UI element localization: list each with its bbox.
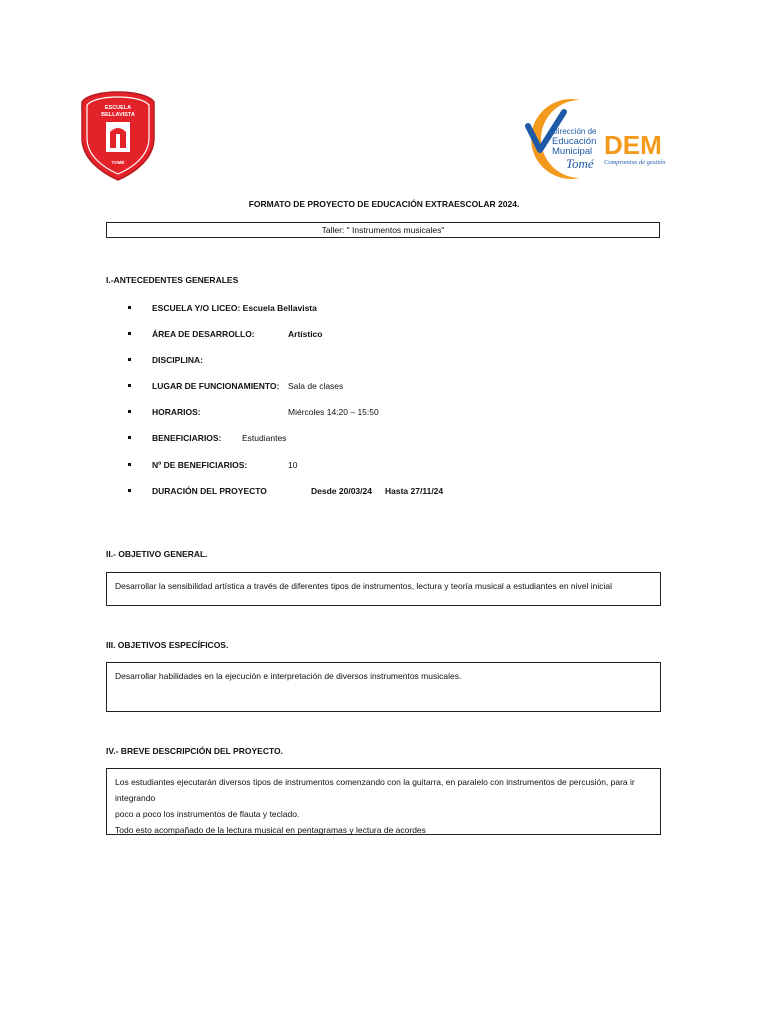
item-value: Miércoles 14:20 – 15:50 bbox=[288, 407, 379, 417]
item-label: ESCUELA Y/O LICEO: Escuela Bellavista bbox=[152, 303, 317, 313]
bullet-icon bbox=[128, 436, 131, 439]
list-item bbox=[128, 433, 668, 445]
list-item bbox=[128, 303, 668, 315]
list-item bbox=[128, 355, 668, 367]
school-logo bbox=[78, 90, 158, 182]
item-label: DURACIÓN DEL PROYECTO bbox=[152, 486, 267, 496]
dem-logo bbox=[518, 92, 686, 184]
item-value-to: Hasta 27/11/24 bbox=[385, 486, 444, 496]
objetivos-especificos-text: Desarrollar habilidades en la ejecución e interpretación de diversos instrumentos musicales. bbox=[115, 671, 462, 681]
item-value: Estudiantes bbox=[242, 433, 287, 443]
dem-acronym: DEM bbox=[604, 130, 662, 160]
list-item bbox=[128, 460, 668, 472]
section-antecedentes-heading: I.-ANTECEDENTES GENERALES bbox=[106, 275, 239, 285]
dem-text-line2: Educación bbox=[552, 136, 597, 147]
item-label: BENEFICIARIOS: bbox=[152, 433, 222, 443]
bullet-icon bbox=[128, 358, 131, 361]
item-value-from: Desde 20/03/24 bbox=[311, 486, 372, 496]
dem-text-line1: Dirección de bbox=[552, 127, 597, 136]
school-name-line2: BELLAVISTA bbox=[101, 112, 135, 118]
list-item bbox=[128, 407, 668, 419]
school-city: TOMÉ bbox=[111, 160, 125, 165]
descripcion-line-2: poco a poco los instrumentos de flauta y teclado. bbox=[115, 809, 300, 819]
bullet-icon bbox=[128, 463, 131, 466]
item-label: ÁREA DE DESARROLLO: bbox=[152, 329, 255, 339]
objetivos-especificos-box bbox=[106, 662, 661, 712]
bullet-icon bbox=[128, 384, 131, 387]
section-objetivo-general-heading: II.- OBJETIVO GENERAL. bbox=[106, 549, 208, 559]
bullet-icon bbox=[128, 410, 131, 413]
school-shield-icon bbox=[78, 90, 158, 182]
dem-slogan: Compromiso de gestión bbox=[604, 159, 666, 166]
descripcion-line-3: Todo esto acompañado de la lectura musical en pentagramas y lectura de acordes bbox=[115, 825, 426, 835]
dem-text-line4: Tomé bbox=[566, 156, 594, 171]
item-value: Artístico bbox=[288, 329, 323, 339]
list-item bbox=[128, 381, 668, 393]
item-label: HORARIOS: bbox=[152, 407, 201, 417]
descripcion-box bbox=[106, 768, 661, 835]
dem-emblem-icon bbox=[518, 92, 686, 184]
item-label: LUGAR DE FUNCIONAMIENTO: bbox=[152, 381, 280, 391]
item-value: Sala de clases bbox=[288, 381, 344, 391]
bullet-icon bbox=[128, 489, 131, 492]
objetivo-general-box bbox=[106, 572, 661, 606]
list-item bbox=[128, 486, 668, 498]
school-name-line1: ESCUELA bbox=[104, 105, 132, 111]
taller-name: Taller: " Instrumentos musicales" bbox=[321, 225, 445, 235]
item-label: Nº DE BENEFICIARIOS: bbox=[152, 460, 248, 470]
item-label: DISCIPLINA: bbox=[152, 355, 203, 365]
document-title: FORMATO DE PROYECTO DE EDUCACIÓN EXTRAESCOLAR 2024. bbox=[248, 199, 520, 209]
bullet-icon bbox=[128, 332, 131, 335]
bullet-icon bbox=[128, 306, 131, 309]
item-value: 10 bbox=[288, 460, 298, 470]
section-descripcion-heading: IV.- BREVE DESCRIPCIÓN DEL PROYECTO. bbox=[106, 746, 283, 756]
descripcion-line-1: Los estudiantes ejecutarán diversos tipos de instrumentos comenzando con la guitarra, en paralelo con instrumentos de percusión, para ir integrando bbox=[115, 777, 635, 803]
list-item bbox=[128, 329, 668, 341]
taller-box bbox=[106, 222, 660, 238]
dem-text-line3: Municipal bbox=[552, 146, 593, 157]
section-objetivos-especificos-heading: III. OBJETIVOS ESPECÍFICOS. bbox=[106, 640, 229, 650]
objetivo-general-text: Desarrollar la sensibilidad artística a través de diferentes tipos de instrumentos, lectura y teoría musical a estudiantes en nivel inicial bbox=[115, 581, 613, 591]
